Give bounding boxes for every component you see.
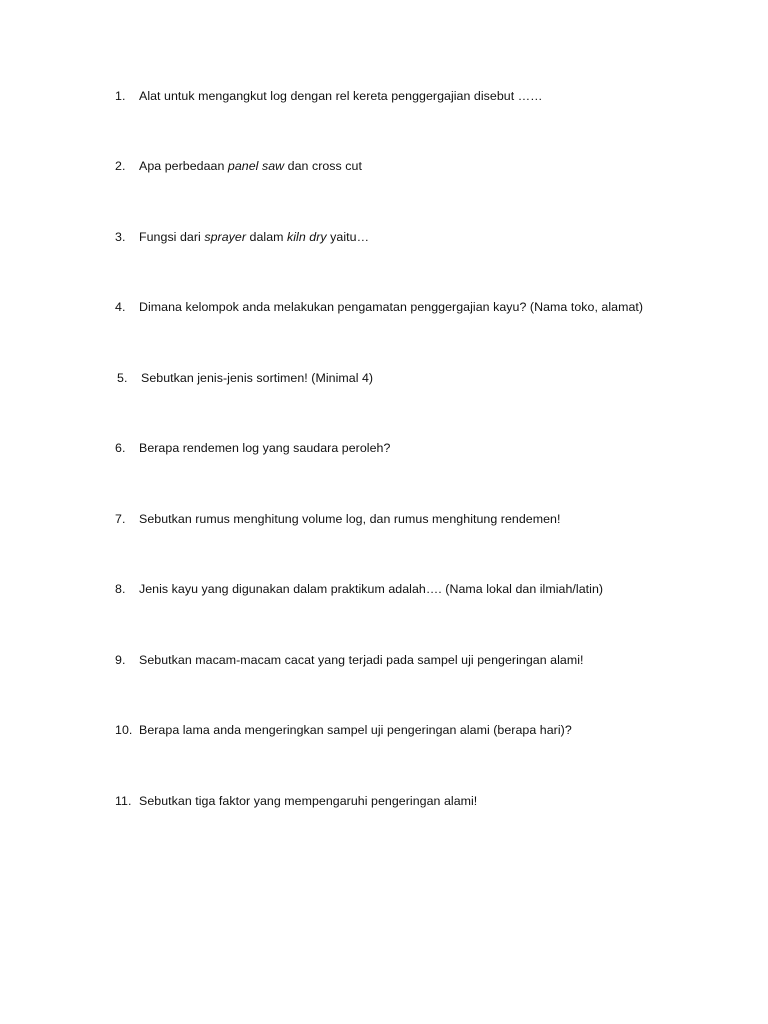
question-text-segment: Berapa rendemen log yang saudara peroleh? xyxy=(139,441,391,455)
question-item xyxy=(115,722,755,738)
question-text xyxy=(139,794,477,808)
question-text-segment: Sebutkan macam-macam cacat yang terjadi pada sampel uji pengeringan alami! xyxy=(139,653,584,667)
question-text-segment: Fungsi dari xyxy=(139,230,205,244)
question-number: 2. xyxy=(115,159,126,173)
question-text xyxy=(139,512,561,526)
question-number: 4. xyxy=(115,300,126,314)
question-text xyxy=(139,441,390,455)
question-number: 9. xyxy=(115,653,126,667)
question-item xyxy=(115,511,755,527)
question-item xyxy=(115,229,755,245)
question-text xyxy=(139,230,369,244)
question-item xyxy=(115,652,755,668)
question-text-segment: Sebutkan jenis-jenis sortimen! (Minimal 4) xyxy=(141,371,374,385)
question-text xyxy=(139,159,362,173)
question-term-italic: sprayer xyxy=(204,230,247,244)
question-text xyxy=(139,89,543,103)
question-item xyxy=(115,793,755,809)
question-number: 8. xyxy=(115,582,126,596)
question-text-segment: Dimana kelompok anda melakukan pengamatan penggergajian kayu? (Nama toko, alamat) xyxy=(139,300,644,314)
question-number: 10. xyxy=(115,723,133,737)
question-item xyxy=(115,440,755,456)
question-number: 6. xyxy=(115,441,126,455)
question-item xyxy=(115,158,755,174)
question-text xyxy=(139,300,643,314)
question-item xyxy=(115,88,755,104)
question-text xyxy=(139,653,584,667)
question-text-segment: Sebutkan tiga faktor yang mempengaruhi pengeringan alami! xyxy=(139,794,478,808)
question-text-segment: Apa perbedaan xyxy=(139,159,228,173)
question-number: 7. xyxy=(115,512,126,526)
question-term-italic: panel saw xyxy=(227,159,285,173)
question-term-italic: kiln dry xyxy=(287,230,327,244)
question-number: 5. xyxy=(117,371,128,385)
question-text-segment: Jenis kayu yang digunakan dalam praktikum adalah…. (Nama lokal dan ilmiah/latin) xyxy=(139,582,604,596)
question-text-segment: dan cross cut xyxy=(284,159,362,173)
question-text xyxy=(141,371,373,385)
question-item xyxy=(115,581,755,597)
question-text-segment: Berapa lama anda mengeringkan sampel uji pengeringan alami (berapa hari)? xyxy=(139,723,572,737)
question-text-segment: dalam xyxy=(246,230,287,244)
question-number: 11. xyxy=(115,794,132,808)
question-item xyxy=(117,370,757,386)
question-text xyxy=(139,723,572,737)
question-text xyxy=(139,582,603,596)
question-number: 3. xyxy=(115,230,126,244)
question-text-segment: yaitu… xyxy=(326,230,370,244)
question-text-segment: Sebutkan rumus menghitung volume log, dan rumus menghitung rendemen! xyxy=(139,512,561,526)
question-item xyxy=(115,299,755,315)
question-number: 1. xyxy=(115,89,126,103)
question-text-segment: Alat untuk mengangkut log dengan rel kereta penggergajian disebut …… xyxy=(139,89,543,103)
